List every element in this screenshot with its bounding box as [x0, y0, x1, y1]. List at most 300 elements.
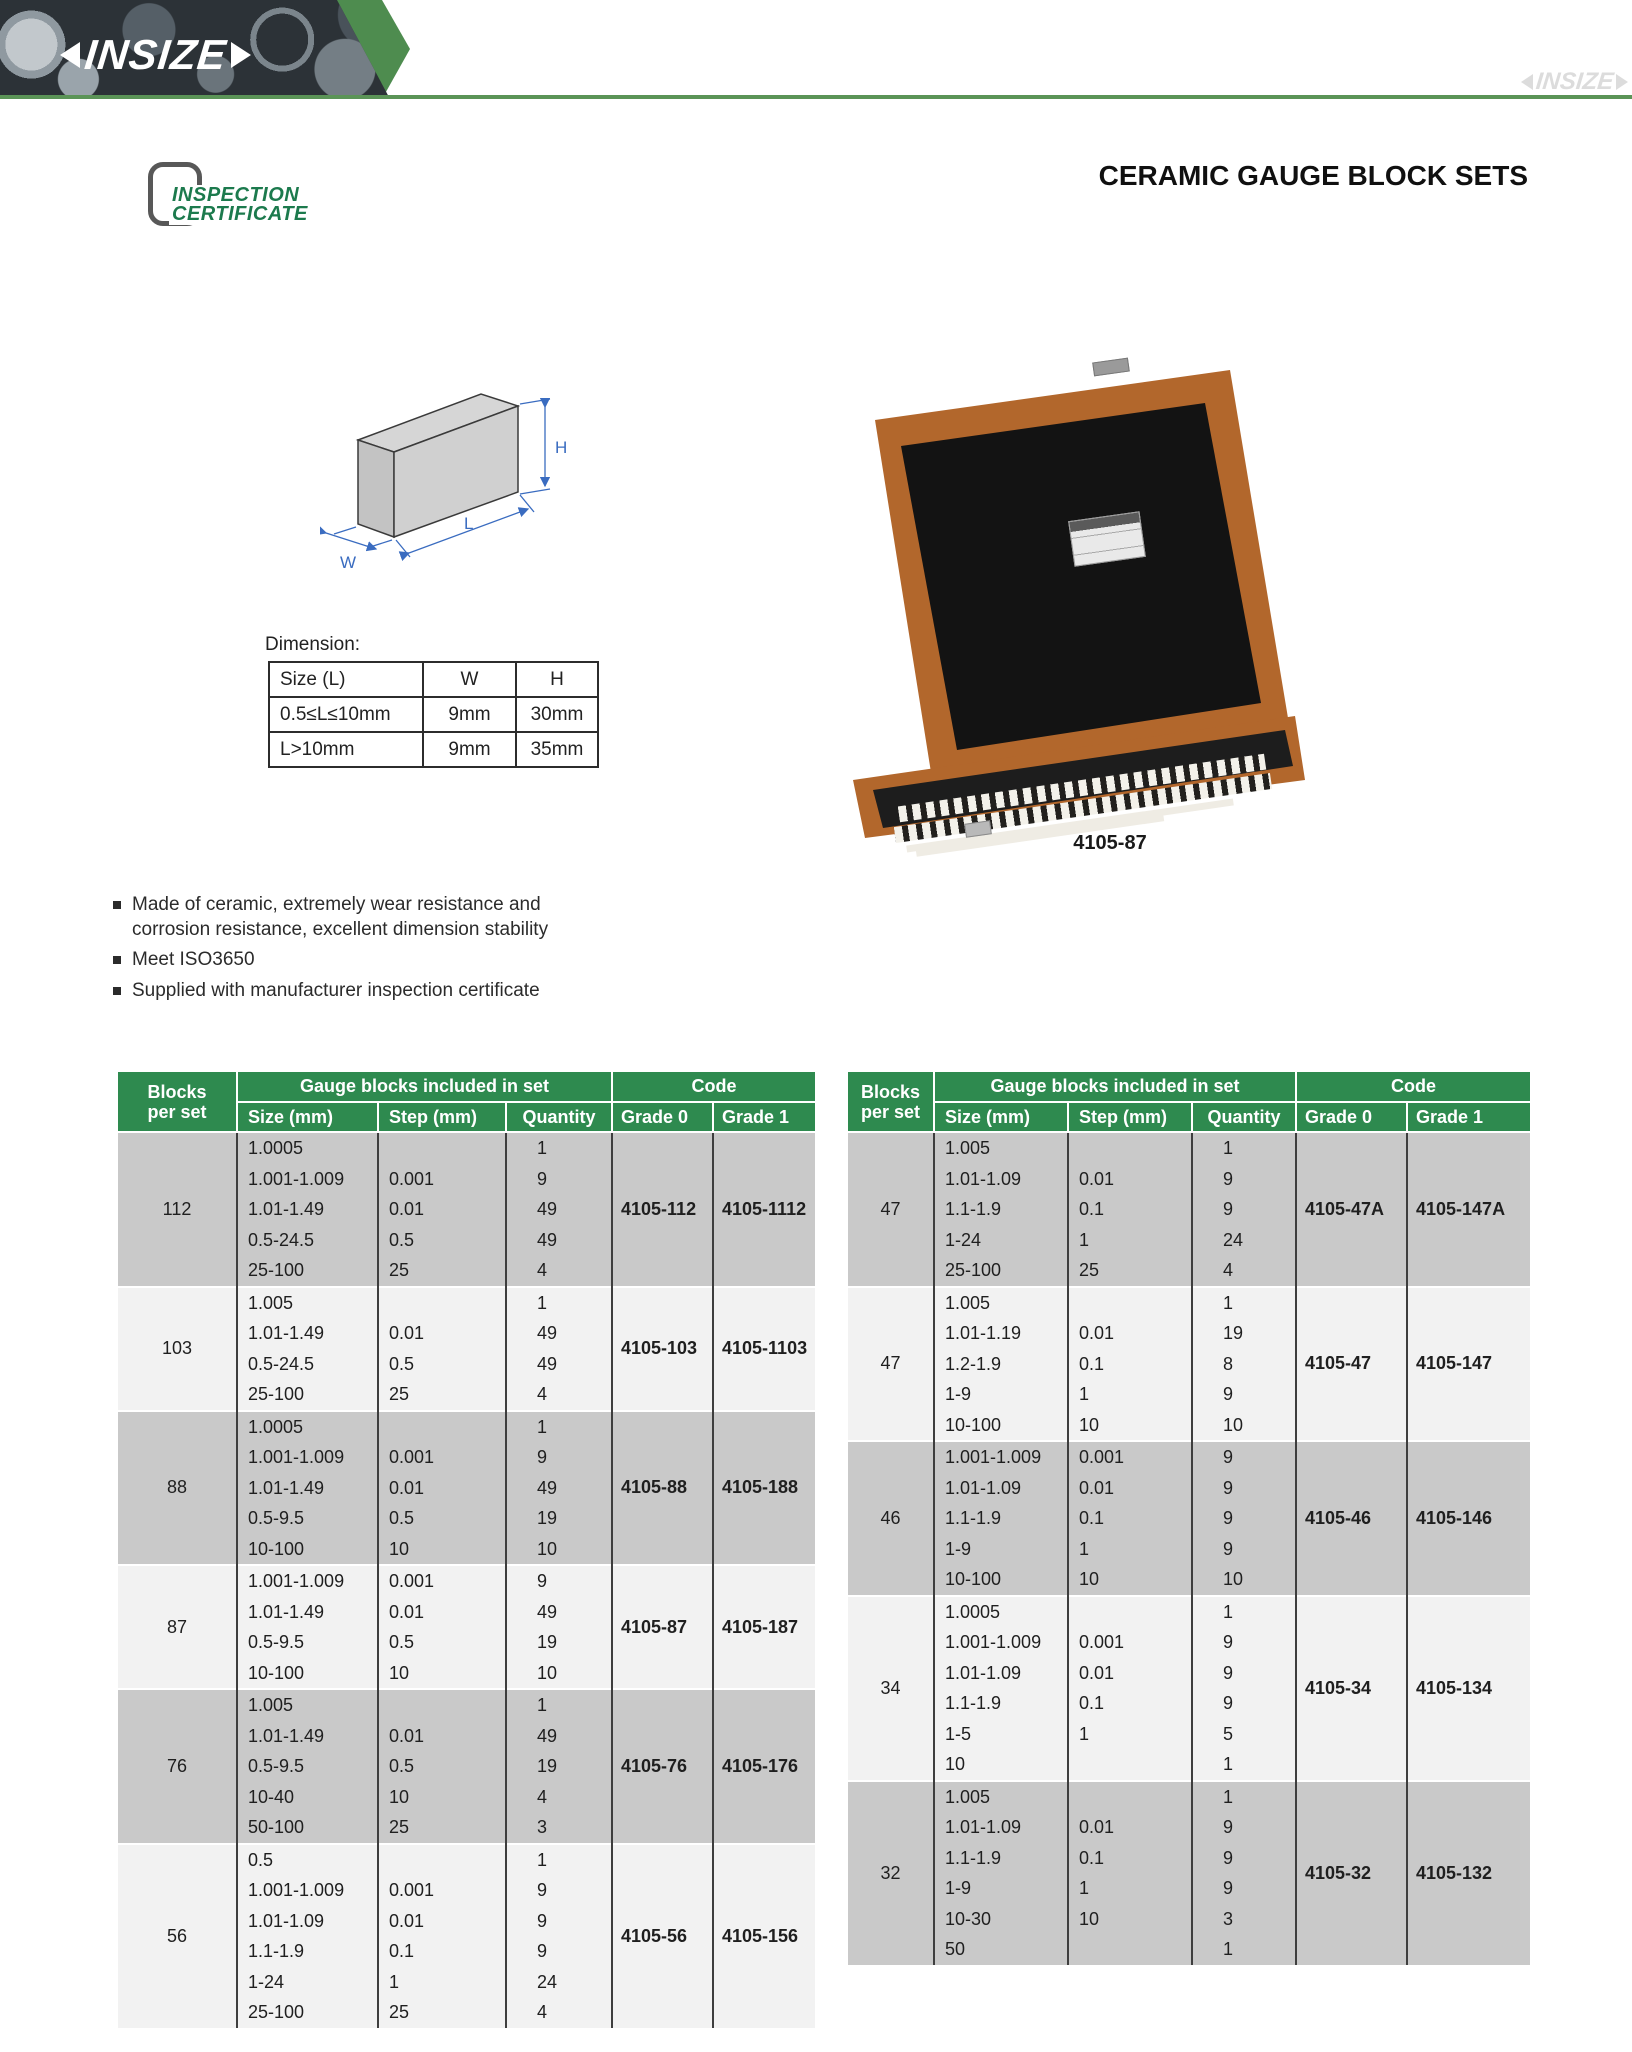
cell-blocks: 32 [848, 1781, 934, 1965]
dim-cell: 0.5≤L≤10mm [269, 697, 423, 732]
header-size: Size (mm) [237, 1102, 378, 1132]
cell-step [1068, 1132, 1192, 1287]
cell-line: 1 [1079, 1723, 1090, 1744]
cell-line: 9 [537, 1168, 548, 1189]
cell-line: 0.001 [1079, 1632, 1125, 1652]
set-group-row [848, 1287, 1530, 1442]
cell-line [379, 1690, 505, 1721]
table-body-left [118, 1132, 815, 2028]
cell-line: 25 [389, 2002, 410, 2022]
cell-line: 1 [1079, 1229, 1090, 1250]
cell-size [237, 1689, 378, 1844]
cell-blocks: 46 [848, 1441, 934, 1596]
cell-line: 24 [537, 1971, 558, 1992]
insize-logo [60, 31, 251, 78]
cell-line: 0.5-24.5 [248, 1353, 315, 1374]
header-gauge-blocks-group: Gauge blocks included in set [934, 1072, 1296, 1102]
cell-qty [1192, 1287, 1296, 1442]
cell-size [934, 1596, 1068, 1781]
cell-line: 1 [537, 1416, 548, 1437]
cell-line: 1 [537, 1695, 548, 1715]
dimension-header-row [269, 662, 598, 697]
cell-line: 9 [1223, 1538, 1234, 1559]
header-blocks-per-set [118, 1072, 237, 1132]
cell-line: 9 [537, 1941, 548, 1961]
set-group-row [848, 1781, 1530, 1965]
cell-line: 3 [1223, 1908, 1234, 1929]
cell-size [237, 1411, 378, 1566]
cell-line: 10 [1223, 1569, 1244, 1589]
cell-line: 8 [1223, 1353, 1234, 1374]
cell-line: 1.01-1.49 [248, 1199, 325, 1219]
cell-blocks: 112 [118, 1132, 237, 1287]
cell-step [378, 1565, 506, 1689]
cell-step [1068, 1441, 1192, 1596]
cell-line: 1.0005 [248, 1138, 304, 1158]
cell-line: 0.5 [389, 1632, 415, 1652]
set-group-row [118, 1844, 815, 2028]
cell-line: 0.01 [389, 1199, 425, 1219]
cell-code: 4105-34 [1296, 1596, 1407, 1781]
cell-blocks: 88 [118, 1411, 237, 1566]
cell-code: 4105-47 [1296, 1287, 1407, 1442]
cell-line [379, 1288, 505, 1319]
cell-qty [506, 1287, 612, 1411]
cell-line: 1.001-1.009 [945, 1632, 1042, 1652]
cell-line [1069, 1749, 1191, 1780]
cell-code: 4105-146 [1407, 1441, 1530, 1596]
cell-qty [506, 1411, 612, 1566]
cell-step [1068, 1596, 1192, 1781]
header-code-group: Code [1296, 1072, 1530, 1102]
cell-step [1068, 1781, 1192, 1965]
cell-line: 10 [537, 1662, 558, 1683]
header-grade1: Grade 1 [713, 1102, 815, 1132]
cell-line: 1 [1079, 1384, 1090, 1404]
set-group-row [848, 1132, 1530, 1287]
cell-line: 10 [389, 1786, 410, 1807]
dim-cell: 35mm [516, 732, 598, 767]
cell-size [934, 1287, 1068, 1442]
header-quantity: Quantity [1192, 1102, 1296, 1132]
cell-line: 0.1 [1079, 1508, 1105, 1528]
cell-line: 25-100 [248, 1384, 305, 1404]
cell-line: 1.001-1.009 [945, 1447, 1042, 1467]
logo-left-arrow-icon [60, 42, 80, 68]
cell-line: 19 [1223, 1323, 1244, 1343]
cell-line: 1.005 [945, 1786, 991, 1807]
cell-line: 1.0005 [945, 1601, 1001, 1622]
cell-step [378, 1132, 506, 1287]
set-group-row [848, 1596, 1530, 1781]
header-blocks-per-set [848, 1072, 934, 1132]
cell-qty [506, 1844, 612, 2028]
cell-line: 0.1 [389, 1941, 415, 1961]
cell-blocks: 56 [118, 1844, 237, 2028]
cell-line: 10 [537, 1538, 558, 1559]
cell-line: 25-100 [248, 1260, 305, 1280]
cell-line: 1.001-1.009 [248, 1571, 345, 1591]
cell-line: 1.01-1.09 [945, 1477, 1022, 1498]
cell-blocks: 34 [848, 1596, 934, 1781]
dimension-label: Dimension: [265, 634, 361, 655]
set-group-row [118, 1689, 815, 1844]
cell-line [379, 1133, 505, 1164]
dim-header-w: W [423, 662, 516, 697]
header-code-group: Code [612, 1072, 815, 1102]
cell-code: 4105-1103 [713, 1287, 815, 1411]
cell-line: 19 [537, 1756, 558, 1776]
table-header-row [848, 1072, 1530, 1102]
cell-code: 4105-187 [713, 1565, 815, 1689]
badge-line2: CERTIFICATE [172, 203, 308, 225]
cell-line: 25 [389, 1384, 410, 1404]
cell-line: 1.01-1.09 [945, 1817, 1022, 1837]
cell-qty [506, 1132, 612, 1287]
watermark-text: INSIZE [1534, 68, 1615, 95]
dim-cell: 9mm [423, 732, 516, 767]
cell-line: 0.5-9.5 [248, 1756, 305, 1776]
cell-line [1069, 1133, 1191, 1164]
gauge-block-diagram [320, 383, 590, 578]
badge-text [169, 185, 311, 225]
cell-line: 1-24 [248, 1971, 285, 1992]
cell-line: 0.1 [1079, 1693, 1105, 1713]
cell-line: 49 [537, 1353, 558, 1374]
cell-line: 0.001 [389, 1168, 435, 1189]
cell-code: 4105-87 [612, 1565, 713, 1689]
cell-line: 1 [537, 1849, 548, 1870]
cell-line: 10-100 [945, 1569, 1002, 1589]
feature-item: Supplied with manufacturer inspection certificate [113, 979, 591, 1004]
cell-line: 3 [537, 1817, 548, 1837]
cell-line: 0.1 [1079, 1847, 1105, 1868]
cell-line: 1.005 [945, 1292, 991, 1313]
cell-line: 0.1 [1079, 1199, 1105, 1219]
block-left-face [358, 440, 394, 537]
cell-size [237, 1565, 378, 1689]
watermark-right-arrow-icon [1616, 74, 1628, 90]
cell-line: 1-9 [945, 1878, 972, 1898]
cell-code: 4105-76 [612, 1689, 713, 1844]
cell-line: 1 [1223, 1786, 1234, 1807]
cell-line: 10 [1079, 1908, 1100, 1929]
cell-line: 1 [1223, 1292, 1234, 1313]
cell-line [1069, 1934, 1191, 1965]
cell-line: 25 [1079, 1260, 1100, 1280]
logo-text: INSIZE [82, 31, 229, 78]
gauge-set-table-right [848, 1072, 1530, 1965]
cell-line: 9 [1223, 1508, 1234, 1528]
header-rule [0, 95, 1632, 99]
cell-blocks: 87 [118, 1565, 237, 1689]
feature-list [113, 893, 591, 1009]
cell-line: 0.5 [389, 1508, 415, 1528]
cell-line: 49 [537, 1725, 558, 1746]
cell-line: 10-100 [248, 1662, 305, 1683]
cell-blocks: 47 [848, 1287, 934, 1442]
cell-line: 9 [1223, 1477, 1234, 1498]
cell-line: 1.01-1.49 [248, 1725, 325, 1746]
header-grade1: Grade 1 [1407, 1102, 1530, 1132]
cell-line: 1.001-1.009 [248, 1447, 345, 1467]
cell-qty [1192, 1132, 1296, 1287]
table-subheader-row [848, 1102, 1530, 1132]
cell-line: 1 [1223, 1754, 1234, 1774]
cell-qty [1192, 1781, 1296, 1965]
cell-line: 9 [537, 1447, 548, 1467]
cell-line: 1.1-1.9 [945, 1199, 1002, 1219]
cell-line: 1 [1079, 1538, 1090, 1559]
page-title: CERAMIC GAUGE BLOCK SETS [1098, 160, 1528, 191]
gauge-set-table-left [118, 1072, 815, 2028]
cell-line: 0.5 [248, 1849, 274, 1870]
cell-line: 0.01 [1079, 1168, 1115, 1189]
cell-line: 10-40 [248, 1786, 295, 1807]
cell-line: 25-100 [248, 2002, 305, 2022]
cell-line [1069, 1782, 1191, 1813]
cell-code: 4105-56 [612, 1844, 713, 2028]
cell-line: 49 [537, 1323, 558, 1343]
cell-line: 10 [389, 1662, 410, 1683]
cell-line: 0.001 [389, 1447, 435, 1467]
cell-blocks: 47 [848, 1132, 934, 1287]
cell-line: 1.1-1.9 [945, 1847, 1002, 1868]
watermark-left-arrow-icon [1521, 74, 1533, 90]
set-group-row [118, 1565, 815, 1689]
dimension-row [269, 732, 598, 767]
cell-line: 1.01-1.09 [945, 1168, 1022, 1189]
cell-line: 10 [945, 1754, 966, 1774]
cell-line: 24 [1223, 1229, 1244, 1250]
cell-line: 1.0005 [248, 1416, 304, 1437]
cell-qty [506, 1689, 612, 1844]
cell-qty [1192, 1441, 1296, 1596]
cell-line: 0.01 [389, 1725, 425, 1746]
table-header-row [118, 1072, 815, 1102]
header-quantity: Quantity [506, 1102, 612, 1132]
cell-line: 1.01-1.49 [248, 1323, 325, 1343]
cell-line: 9 [537, 1571, 548, 1591]
header-blocks-line1: Blocks [860, 1081, 921, 1102]
feature-item: Meet ISO3650 [113, 948, 591, 973]
cell-size [934, 1441, 1068, 1596]
cell-blocks: 76 [118, 1689, 237, 1844]
cell-line: 1.2-1.9 [945, 1353, 1002, 1374]
cell-code: 4105-147A [1407, 1132, 1530, 1287]
header-blocks-line1: Blocks [147, 1081, 207, 1102]
cell-code: 4105-46 [1296, 1441, 1407, 1596]
cell-line: 1.01-1.09 [248, 1910, 325, 1931]
cell-size [934, 1132, 1068, 1287]
header-blocks-line2: per set [860, 1101, 921, 1122]
cell-line: 9 [1223, 1168, 1234, 1189]
cell-line [379, 1412, 505, 1443]
cell-step [378, 1287, 506, 1411]
cell-line: 0.001 [1079, 1447, 1125, 1467]
set-group-row [118, 1132, 815, 1287]
cell-line: 1 [1223, 1138, 1234, 1158]
cell-line: 9 [1223, 1384, 1234, 1404]
cell-line: 10-100 [248, 1538, 305, 1559]
header-grade0: Grade 0 [612, 1102, 713, 1132]
cell-line: 1-24 [945, 1229, 982, 1250]
cell-line: 1 [1079, 1878, 1090, 1898]
cell-line: 1.01-1.49 [248, 1477, 325, 1498]
dim-cell: 9mm [423, 697, 516, 732]
cell-line: 1-9 [945, 1538, 972, 1559]
feature-item: Made of ceramic, extremely wear resistance and corrosion resistance, excellent dimension stability [113, 893, 591, 942]
cell-line: 9 [537, 1880, 548, 1900]
case-hinge [1092, 358, 1130, 377]
cell-line: 9 [1223, 1878, 1234, 1898]
cell-line: 0.01 [389, 1323, 425, 1343]
cell-size [237, 1132, 378, 1287]
photo-caption: 4105-87 [1073, 832, 1147, 854]
header-grade0: Grade 0 [1296, 1102, 1407, 1132]
cell-code: 4105-134 [1407, 1596, 1530, 1781]
cell-code: 4105-32 [1296, 1781, 1407, 1965]
product-photo-gauge-block-case [845, 360, 1305, 838]
cell-line: 1.005 [248, 1292, 294, 1313]
logo-right-arrow-icon [231, 42, 251, 68]
cell-line: 49 [537, 1229, 558, 1250]
cell-size [934, 1781, 1068, 1965]
cell-line: 9 [1223, 1632, 1234, 1652]
cell-line: 0.01 [1079, 1662, 1115, 1683]
cell-line: 4 [537, 2002, 548, 2022]
header-gauge-blocks-group: Gauge blocks included in set [237, 1072, 612, 1102]
cell-blocks: 103 [118, 1287, 237, 1411]
cell-line: 1-9 [945, 1384, 972, 1404]
cell-line: 0.01 [1079, 1477, 1115, 1498]
dimension-row [269, 697, 598, 732]
cell-line: 1-5 [945, 1723, 972, 1744]
cell-line: 0.5-9.5 [248, 1508, 305, 1528]
cell-code: 4105-112 [612, 1132, 713, 1287]
cell-line: 0.5 [389, 1353, 415, 1374]
dim-header-h: H [516, 662, 598, 697]
cell-qty [1192, 1596, 1296, 1781]
cell-line: 10 [1079, 1569, 1100, 1589]
cell-line: 4 [537, 1260, 548, 1280]
cell-line: 0.1 [1079, 1353, 1105, 1374]
cell-line [1069, 1288, 1191, 1319]
cell-line: 1.1-1.9 [945, 1508, 1002, 1528]
cell-line: 1 [1223, 1601, 1234, 1622]
cell-line [1069, 1597, 1191, 1628]
cell-line: 1.001-1.009 [248, 1880, 345, 1900]
cell-size [237, 1844, 378, 2028]
dim-label-w: W [340, 553, 357, 572]
dimension-table [268, 661, 599, 768]
cell-step [378, 1689, 506, 1844]
insize-watermark [1521, 70, 1628, 94]
cell-line: 9 [537, 1910, 548, 1931]
cell-step [378, 1844, 506, 2028]
cell-line: 1.005 [248, 1695, 294, 1715]
header-size: Size (mm) [934, 1102, 1068, 1132]
dim-label-h: H [555, 438, 568, 457]
cell-line: 1 [537, 1138, 548, 1158]
cell-line: 9 [1223, 1662, 1234, 1683]
set-group-row [848, 1441, 1530, 1596]
cell-line: 50 [945, 1939, 966, 1959]
cell-line: 1.01-1.49 [248, 1601, 325, 1622]
header-blocks-line2: per set [147, 1101, 207, 1122]
cell-code: 4105-1112 [713, 1132, 815, 1287]
cell-line: 9 [1223, 1693, 1234, 1713]
cell-line: 10-100 [945, 1414, 1002, 1435]
cell-line: 9 [1223, 1817, 1234, 1837]
cell-line: 1.1-1.9 [248, 1941, 305, 1961]
cell-line: 19 [537, 1632, 558, 1652]
cell-line: 1.1-1.9 [945, 1693, 1002, 1713]
dim-header-size: Size (L) [269, 662, 423, 697]
cell-line: 1 [1223, 1939, 1234, 1959]
cell-line: 10 [1223, 1414, 1244, 1435]
cell-code: 4105-103 [612, 1287, 713, 1411]
cell-line [379, 1845, 505, 1876]
cell-code: 4105-156 [713, 1844, 815, 2028]
cell-line: 10 [389, 1538, 410, 1559]
cell-line: 0.5 [389, 1229, 415, 1250]
set-group-row [118, 1411, 815, 1566]
cell-line: 9 [1223, 1447, 1234, 1467]
cell-qty [506, 1565, 612, 1689]
cell-line: 1.001-1.009 [248, 1168, 345, 1189]
cell-size [237, 1287, 378, 1411]
header-step: Step (mm) [1068, 1102, 1192, 1132]
cell-line: 4 [537, 1786, 548, 1807]
cell-line: 0.001 [389, 1880, 435, 1900]
cell-line: 4 [537, 1384, 548, 1404]
cell-line: 9 [1223, 1847, 1234, 1868]
cell-line: 1.01-1.09 [945, 1662, 1022, 1683]
cell-code: 4105-176 [713, 1689, 815, 1844]
cell-line: 1 [389, 1971, 400, 1992]
cell-line: 0.01 [389, 1477, 425, 1498]
cell-line: 0.01 [1079, 1323, 1115, 1343]
dim-cell: L>10mm [269, 732, 423, 767]
cell-line: 49 [537, 1199, 558, 1219]
cell-line: 0.01 [1079, 1817, 1115, 1837]
cell-line: 10 [1079, 1414, 1100, 1435]
cell-line: 0.01 [389, 1910, 425, 1931]
cell-line: 1 [537, 1292, 548, 1313]
cell-line: 0.001 [389, 1571, 435, 1591]
cell-line: 25 [389, 1817, 410, 1837]
cell-line: 49 [537, 1601, 558, 1622]
cell-line: 4 [1223, 1260, 1234, 1280]
cell-code: 4105-47A [1296, 1132, 1407, 1287]
set-group-row [118, 1287, 815, 1411]
cell-line: 0.5 [389, 1756, 415, 1776]
cell-line: 9 [1223, 1199, 1234, 1219]
cell-line: 19 [537, 1508, 558, 1528]
cell-line: 25 [389, 1260, 410, 1280]
inspection-certificate-badge [148, 158, 368, 233]
cell-code: 4105-147 [1407, 1287, 1530, 1442]
cell-step [1068, 1287, 1192, 1442]
cell-line: 1.005 [945, 1138, 991, 1158]
cell-line: 0.5-24.5 [248, 1229, 315, 1250]
cell-code: 4105-88 [612, 1411, 713, 1566]
table-body-right [848, 1132, 1530, 1965]
header-step: Step (mm) [378, 1102, 506, 1132]
cell-code: 4105-132 [1407, 1781, 1530, 1965]
cell-line: 49 [537, 1477, 558, 1498]
